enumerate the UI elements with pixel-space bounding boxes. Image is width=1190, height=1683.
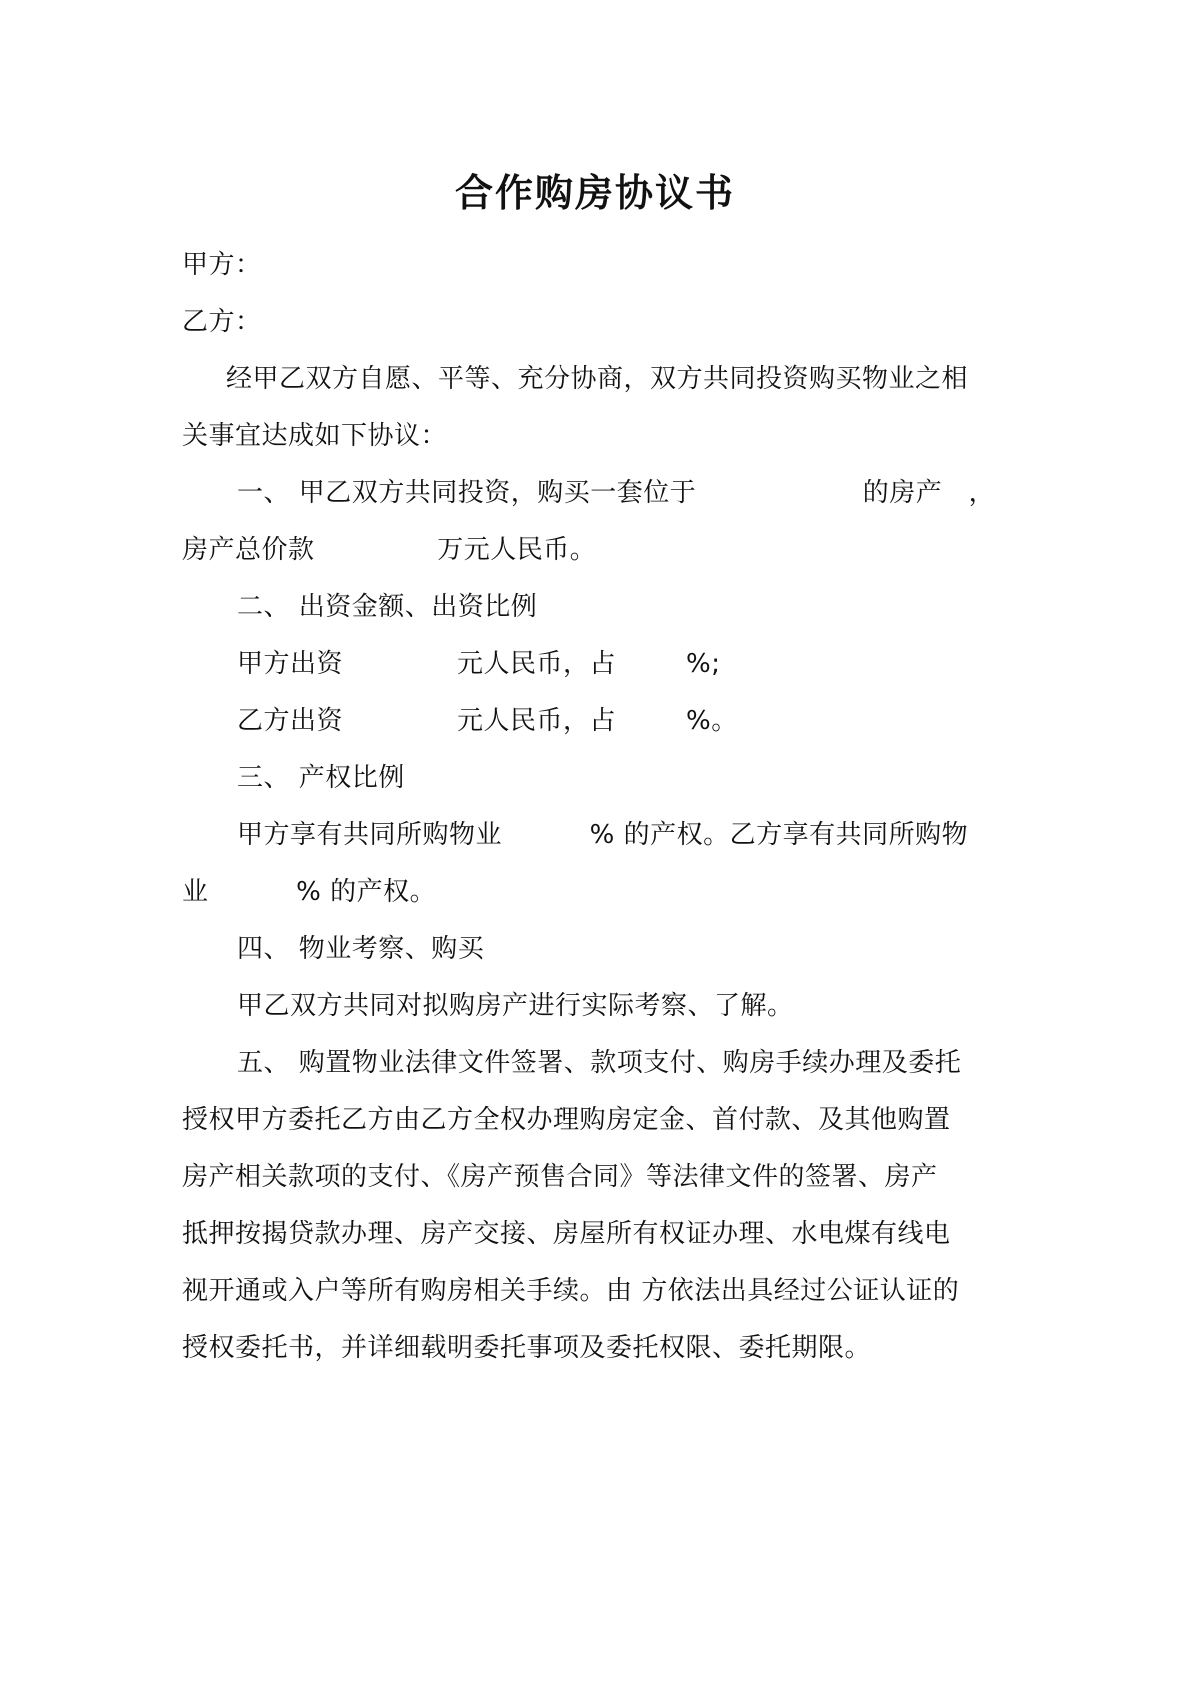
section5-line-2: 授权甲方委托乙方由乙方全权办理购房定金、首付款、及其他购置 bbox=[182, 1105, 951, 1135]
section5-line-3: 房产相关款项的支付、《房产预售合同》等法律文件的签署、房产 bbox=[182, 1162, 938, 1192]
section2-party-a: 甲方出资 元人民币，占 %; bbox=[237, 649, 721, 679]
section5-line-5: 视开通或入户等所有购房相关手续。由 方依法出具经过公证认证的 bbox=[182, 1276, 960, 1306]
section1-line-2: 房产总价款 万元人民币。 bbox=[182, 535, 597, 565]
section2-heading: 二、 出资金额、出资比例 bbox=[237, 592, 538, 622]
section5-line-6: 授权委托书，并详细载明委托事项及委托权限、委托期限。 bbox=[182, 1333, 872, 1363]
intro-line-2: 关事宜达成如下协议： bbox=[182, 421, 448, 451]
section3-line-1: 甲方享有共同所购物业 % 的产权。乙方享有共同所购物 bbox=[237, 820, 969, 850]
section4-heading: 四、 物业考察、购买 bbox=[237, 934, 485, 964]
section4-text: 甲乙双方共同对拟购房产进行实际考察、了解。 bbox=[237, 991, 794, 1021]
document-title: 合作购房协议书 bbox=[454, 171, 735, 215]
section3-heading: 三、 产权比例 bbox=[237, 763, 405, 793]
section5-line-4: 抵押按揭贷款办理、房产交接、房屋所有权证办理、水电煤有线电 bbox=[182, 1219, 951, 1249]
intro-line-1: 经甲乙双方自愿、平等、充分协商，双方共同投资购买物业之相 bbox=[226, 364, 969, 394]
section5-line-1: 五、 购置物业法律文件签署、款项支付、购房手续办理及委托 bbox=[237, 1048, 962, 1078]
party-a-label: 甲方： bbox=[182, 250, 262, 280]
section2-party-b: 乙方出资 元人民币，占 %。 bbox=[237, 706, 738, 736]
section3-line-2: 业 % 的产权。 bbox=[182, 877, 437, 907]
party-b-label: 乙方： bbox=[182, 307, 262, 337]
section1-line-1: 一、 甲乙双方共同投资，购买一套位于 的房产 ， bbox=[237, 478, 996, 508]
